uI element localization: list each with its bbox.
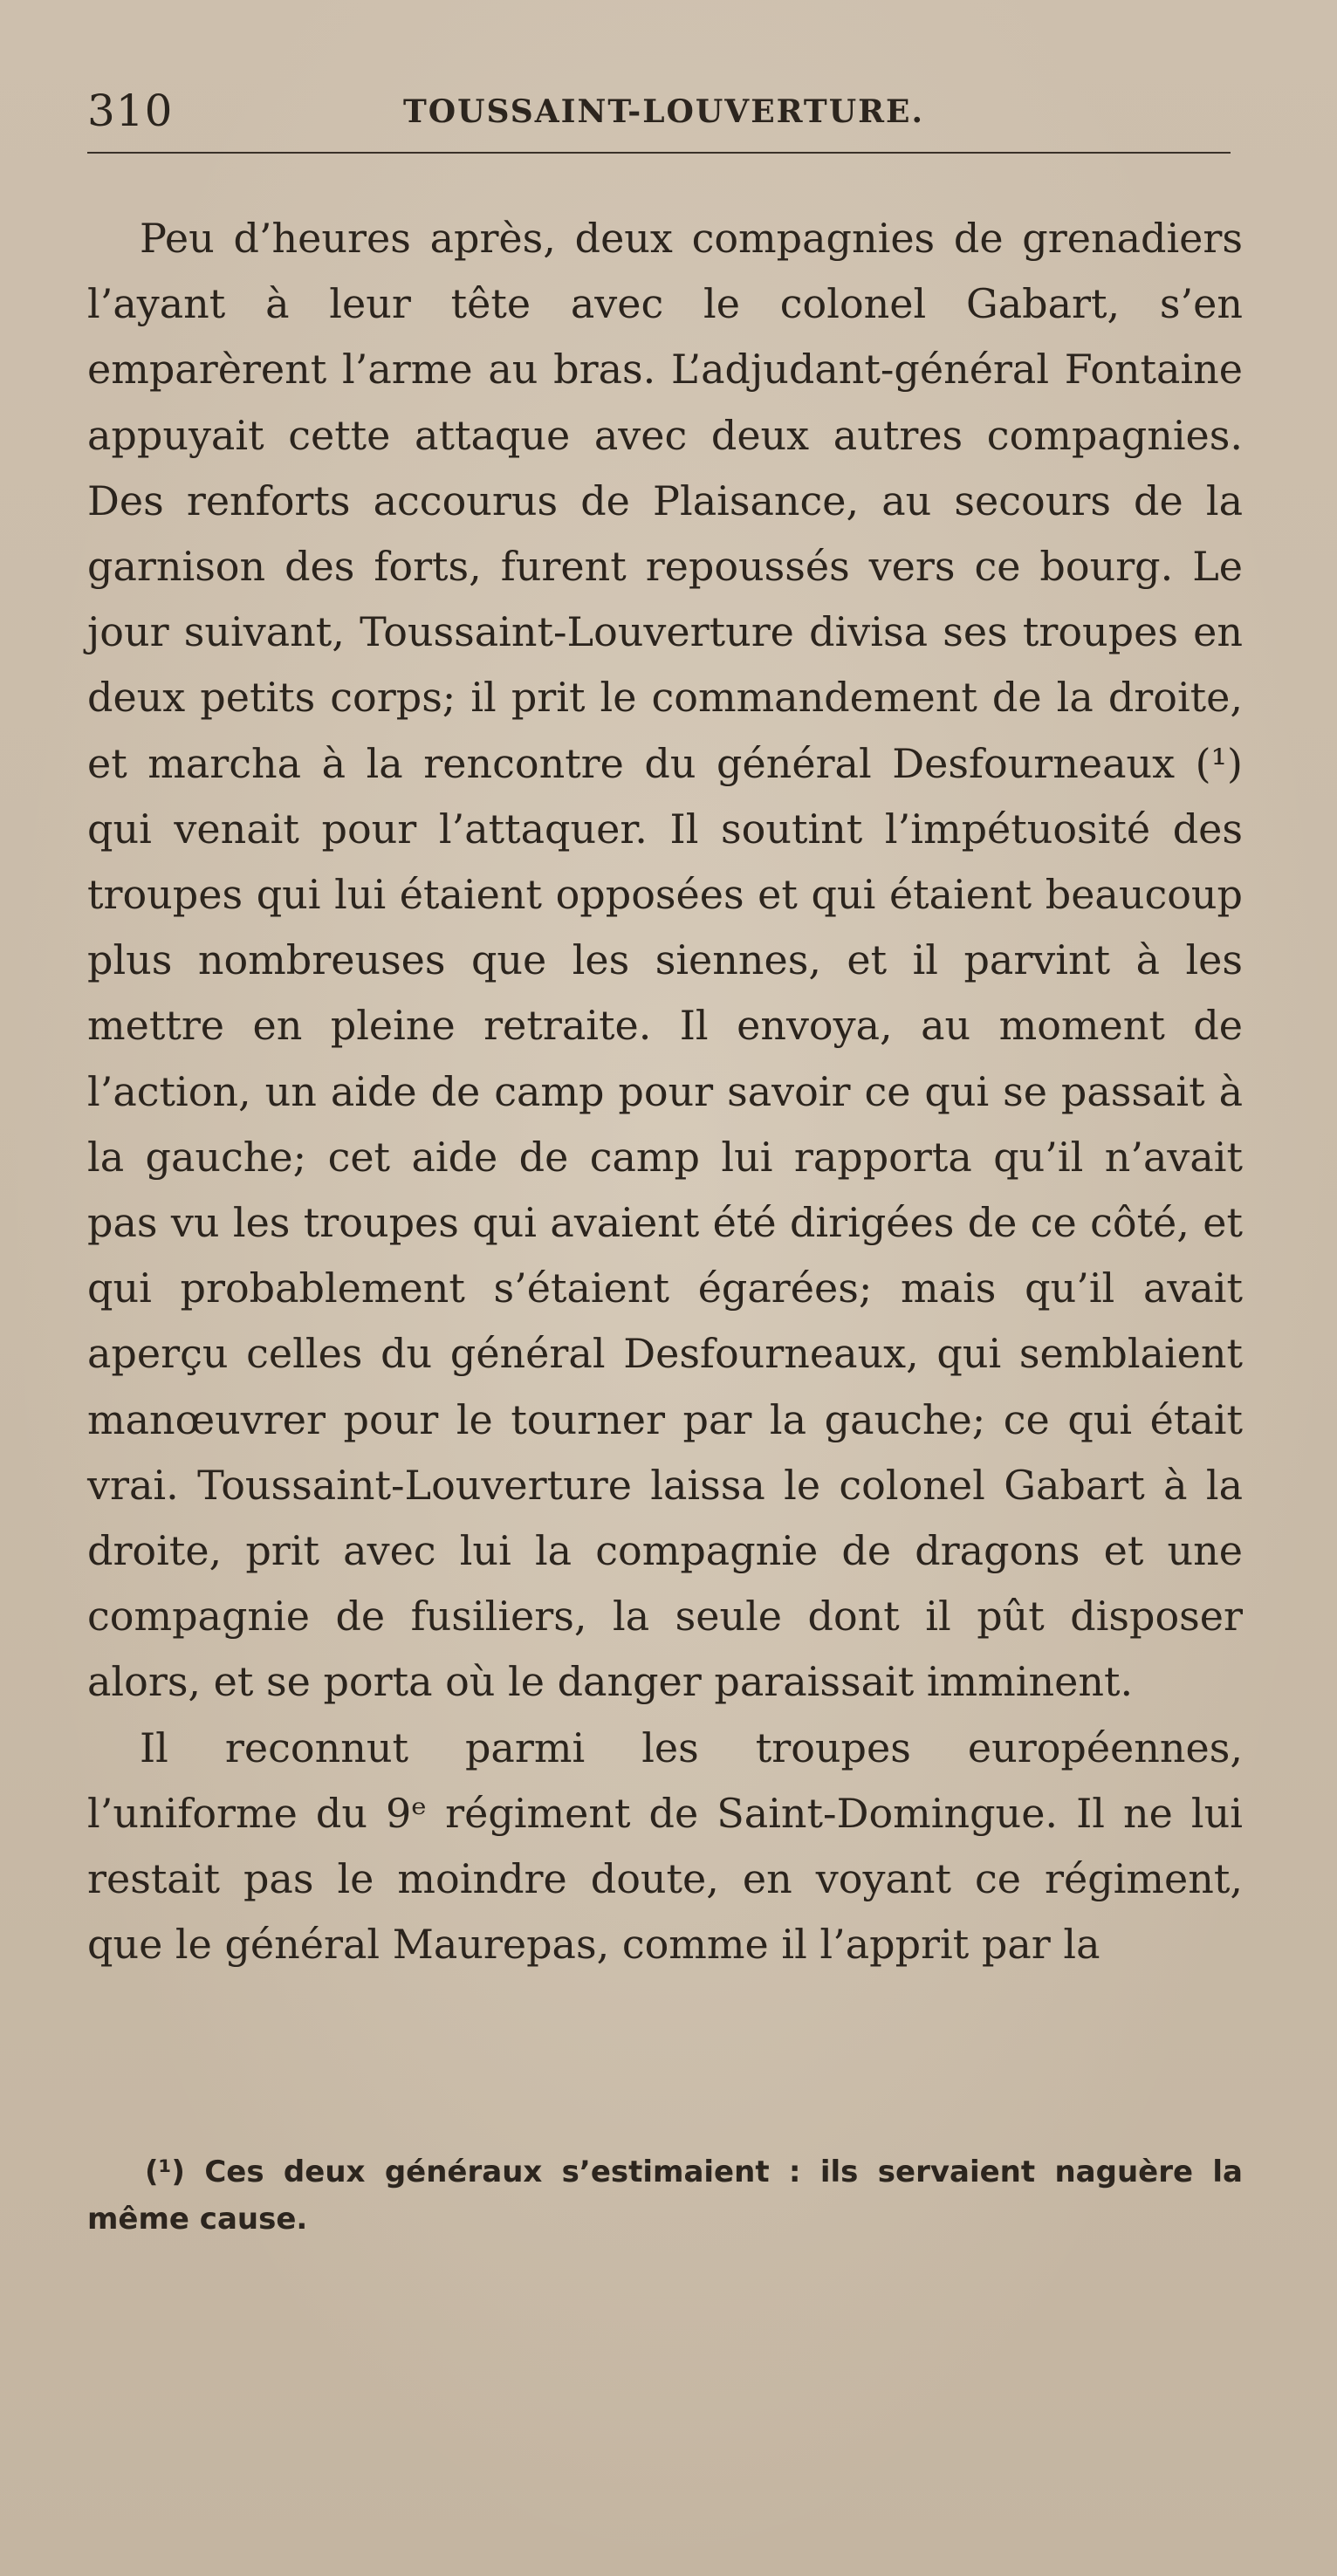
header-rule xyxy=(87,152,1231,154)
paragraph-1: Peu d’heures après, deux compagnies de grenadiers l’ayant à leur tête avec le colonel Gabart, s’en emparèrent l’arme au bras. L’adjudant-général Fontaine appuyait cette attaque avec deux autres compagnies. Des renforts accourus de Plaisance, au secours de la garnison des forts, furent repoussés vers ce bourg. Le jour suivant, Toussaint-Louverture divisa ses troupes en deux petits corps; il prit le commandement de la droite, et marcha à la rencontre du général Desfourneaux (¹) qui venait pour l’attaquer. Il soutint l’impétuosité des troupes qui lui étaient opposées et qui étaient beaucoup plus nombreuses que les siennes, et il parvint à les mettre en pleine retraite. Il envoya, au moment de l’action, un aide de camp pour savoir ce qui se passait à la gauche; cet aide de camp lui rapporta qu’il n’avait pas vu les troupes qui avaient été dirigées de ce côté, et qui probablement s’étaient égarées; mais qu’il avait aperçu celles du général Desfourneaux, qui semblaient manœuvrer pour le tourner par la gauche; ce qui était vrai. Toussaint-Louverture laissa le colonel Gabart à la droite, prit avec lui la compagnie de dragons et une compagnie de fusiliers, la seule dont il pût disposer alors, et se porta où le danger paraissait imminent. xyxy=(87,215,1243,1706)
page-number: 310 xyxy=(87,86,174,136)
paragraph-2: Il reconnut parmi les troupes européennes, l’uniforme du 9ᵉ régiment de Saint-Domingue. Il ne lui restait pas le moindre doute, en voyant ce régiment, que le général Maurepas, comme il l’apprit par la xyxy=(87,1723,1243,1969)
footnote-text: Ces deux généraux s’estimaient : ils servaient naguère la même cause. xyxy=(87,2155,1243,2237)
page-header xyxy=(87,80,1231,141)
running-title: TOUSSAINT-LOUVERTURE. xyxy=(403,93,924,130)
footnote-marker: (¹) xyxy=(145,2155,185,2189)
footnote xyxy=(87,2148,1243,2243)
main-text xyxy=(87,206,1243,1977)
